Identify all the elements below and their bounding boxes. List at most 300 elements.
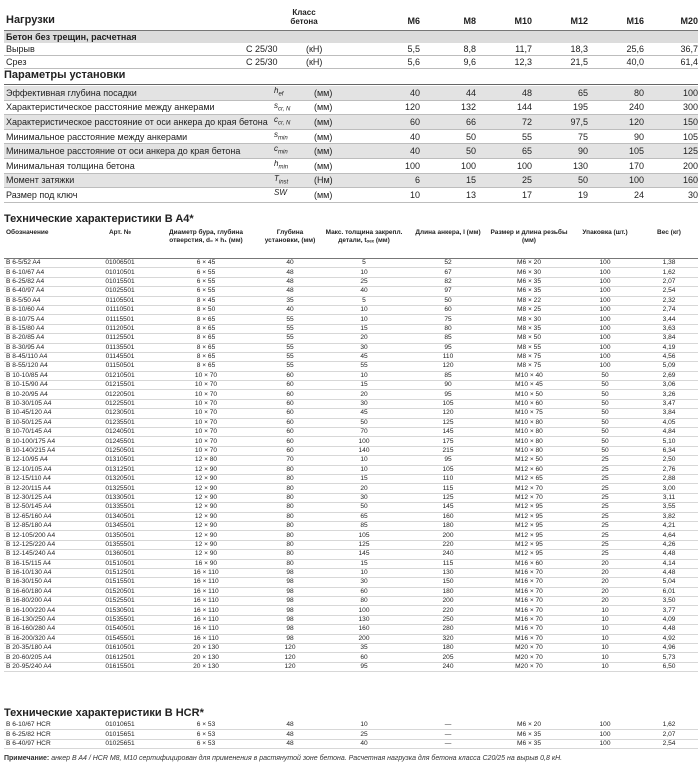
table-cell: 30 (320, 399, 408, 408)
table-row (4, 399, 698, 408)
table-cell: 01120501 (88, 324, 152, 333)
table-cell: B 12-50/145 A4 (4, 503, 88, 512)
table-cell: 20 (570, 568, 640, 577)
table-cell: 4,48 (640, 625, 698, 634)
param-value: 13 (420, 188, 476, 203)
param-value: 132 (420, 100, 476, 115)
loads-row: Вырыв C 25/30 (кН) 5,5 8,8 11,7 18,3 25,6 36,7 (6, 44, 699, 54)
table-cell: 98 (260, 615, 320, 624)
table-cell: 25 (320, 277, 408, 286)
table-cell: M16 × 70 (488, 578, 570, 587)
table-cell: M6 × 35 (488, 730, 570, 739)
table-cell: 250 (408, 615, 488, 624)
table-cell: 10 (320, 315, 408, 324)
table-cell: 100 (570, 352, 640, 361)
table-cell: 5,10 (640, 437, 698, 446)
table-cell: 60 (260, 428, 320, 437)
table-cell: 10 × 70 (152, 381, 260, 390)
table-cell: M10 × 40 (488, 371, 570, 380)
loads-title: Нагрузки (6, 14, 55, 26)
table-row (4, 296, 698, 305)
table-cell: 01006501 (88, 259, 152, 268)
param-unit: (мм) (312, 100, 364, 115)
table-cell: 6 × 45 (152, 259, 260, 268)
table-cell: 100 (570, 343, 640, 352)
table-cell: 130 (408, 568, 488, 577)
table-cell: 105 (320, 531, 408, 540)
table-cell: 60 (260, 381, 320, 390)
table-cell: 01240501 (88, 428, 152, 437)
table-row (4, 446, 698, 455)
table-cell: 3,00 (640, 484, 698, 493)
table-row (4, 615, 698, 624)
table-cell: — (408, 730, 488, 739)
table-cell: 10 (570, 625, 640, 634)
table-cell: 10 (320, 456, 408, 465)
table-cell: 3,50 (640, 597, 698, 606)
tech-column-header: Вес (кг) (640, 229, 698, 259)
param-unit: (мм) (312, 86, 364, 100)
table-cell: 48 (260, 730, 320, 739)
table-cell: 35 (320, 644, 408, 653)
table-cell: 50 (408, 296, 488, 305)
table-cell: 01340501 (88, 512, 152, 521)
table-cell: 01110501 (88, 305, 152, 314)
table-cell: M12 × 95 (488, 550, 570, 559)
table-row (4, 559, 698, 568)
table-cell: 16 × 110 (152, 634, 260, 643)
table-cell: B 10-70/145 A4 (4, 428, 88, 437)
table-cell: 50 (570, 418, 640, 427)
table-cell: 80 (260, 503, 320, 512)
table-cell: 48 (260, 268, 320, 277)
param-label: Момент затяжки (4, 173, 272, 188)
table-cell: 10 (320, 568, 408, 577)
table-cell: M16 × 70 (488, 587, 570, 596)
table-row (4, 390, 698, 399)
table-row (4, 662, 698, 671)
table-row (4, 644, 698, 653)
table-cell: M6 × 30 (488, 268, 570, 277)
table-cell: B 6-40/97 HCR (4, 739, 88, 748)
table-cell: M16 × 70 (488, 625, 570, 634)
param-unit: (мм) (312, 129, 364, 144)
table-cell: 50 (570, 428, 640, 437)
table-cell: — (408, 739, 488, 748)
table-row (4, 277, 698, 286)
param-value: 72 (476, 115, 532, 130)
table-cell: 5 (320, 296, 408, 305)
table-cell: 20 × 130 (152, 653, 260, 662)
table-cell: 3,44 (640, 315, 698, 324)
table-cell: 01545501 (88, 634, 152, 643)
table-cell: M10 × 80 (488, 446, 570, 455)
table-cell: 2,50 (640, 456, 698, 465)
divider (4, 84, 698, 85)
table-cell: — (408, 721, 488, 730)
table-cell: B 6-40/97 A4 (4, 287, 88, 296)
table-cell: 01135501 (88, 343, 152, 352)
table-cell: 01245501 (88, 437, 152, 446)
table-cell: 55 (320, 362, 408, 371)
table-cell: 01230501 (88, 409, 152, 418)
table-cell: 01335501 (88, 503, 152, 512)
table-cell: 145 (408, 503, 488, 512)
table-row (4, 456, 698, 465)
param-label: Характеристическое расстояние между анкерами (4, 100, 272, 115)
tech-column-header: Упаковка (шт.) (570, 229, 640, 259)
table-cell: M20 × 70 (488, 653, 570, 662)
table-cell: 10 (320, 268, 408, 277)
table-cell: 4,19 (640, 343, 698, 352)
param-row (4, 100, 698, 115)
table-cell: 45 (320, 409, 408, 418)
table-cell: 105 (408, 399, 488, 408)
table-cell: 95 (408, 390, 488, 399)
table-cell: 10 × 70 (152, 399, 260, 408)
table-cell: 01355501 (88, 540, 152, 549)
table-cell: 60 (320, 587, 408, 596)
table-row (4, 484, 698, 493)
table-cell: 60 (260, 399, 320, 408)
table-cell: 50 (320, 503, 408, 512)
table-cell: 6 × 53 (152, 739, 260, 748)
table-cell: 16 × 110 (152, 625, 260, 634)
table-cell: 4,56 (640, 352, 698, 361)
param-value: 66 (420, 115, 476, 130)
size-header: M16 (626, 16, 645, 26)
table-cell: M8 × 25 (488, 305, 570, 314)
table-row (4, 474, 698, 483)
table-cell: 85 (320, 521, 408, 530)
table-cell: 4,14 (640, 559, 698, 568)
table-row (4, 730, 698, 739)
param-value: 30 (644, 188, 698, 203)
table-cell: 50 (570, 446, 640, 455)
table-row (4, 568, 698, 577)
param-value: 200 (644, 158, 698, 173)
table-cell: 5,04 (640, 578, 698, 587)
table-cell: B 12-30/125 A4 (4, 493, 88, 502)
table-cell: 01025501 (88, 287, 152, 296)
table-cell: 8 × 65 (152, 334, 260, 343)
table-cell: 85 (408, 371, 488, 380)
param-value: 75 (532, 129, 588, 144)
table-cell: 25 (570, 484, 640, 493)
table-cell: 4,48 (640, 568, 698, 577)
table-row (4, 315, 698, 324)
table-cell: M6 × 35 (488, 287, 570, 296)
table-cell: 6 × 55 (152, 287, 260, 296)
param-value: 40 (364, 144, 420, 159)
param-label: Минимальное расстояние от оси анкера до края бетона (4, 144, 272, 159)
tech-column-header: Глубина установки, (мм) (260, 229, 320, 259)
table-cell: M16 × 70 (488, 568, 570, 577)
table-cell: 4,05 (640, 418, 698, 427)
table-cell: 55 (260, 324, 320, 333)
table-cell: B 8-55/120 A4 (4, 362, 88, 371)
param-unit: (мм) (312, 144, 364, 159)
table-cell: 98 (260, 587, 320, 596)
table-cell: 01105501 (88, 296, 152, 305)
table-cell: 8 × 50 (152, 305, 260, 314)
table-cell: 220 (408, 606, 488, 615)
param-value: 55 (476, 129, 532, 144)
table-cell: 20 (570, 559, 640, 568)
table-row (4, 324, 698, 333)
param-value: 150 (644, 115, 698, 130)
table-cell: 120 (408, 362, 488, 371)
table-cell: 01220501 (88, 390, 152, 399)
table-cell: 4,92 (640, 634, 698, 643)
table-cell: 2,54 (640, 739, 698, 748)
table-cell: 25 (570, 531, 640, 540)
table-cell: 125 (408, 493, 488, 502)
table-cell: 200 (408, 531, 488, 540)
table-cell: B 8-15/80 A4 (4, 324, 88, 333)
table-cell: 01525501 (88, 597, 152, 606)
table-cell: 115 (408, 484, 488, 493)
table-row (4, 437, 698, 446)
table-cell: 10 × 70 (152, 428, 260, 437)
param-label: Характеристическое расстояние от оси анкера до края бетона (4, 115, 272, 130)
table-cell: M12 × 70 (488, 484, 570, 493)
table-cell: 80 (260, 512, 320, 521)
table-cell: B 12-10/95 A4 (4, 456, 88, 465)
table-cell: 12 × 90 (152, 474, 260, 483)
table-cell: B 8-30/95 A4 (4, 343, 88, 352)
table-cell: 48 (260, 287, 320, 296)
param-value: 80 (588, 86, 644, 100)
table-cell: 145 (408, 428, 488, 437)
table-cell: 01010651 (88, 721, 152, 730)
table-cell: 20 (320, 390, 408, 399)
table-cell: 75 (408, 315, 488, 324)
loads-table (4, 0, 698, 69)
table-cell: 01330501 (88, 493, 152, 502)
table-cell: 110 (408, 474, 488, 483)
table-cell: 12 × 90 (152, 550, 260, 559)
table-cell: 100 (570, 277, 640, 286)
table-cell: 85 (408, 334, 488, 343)
param-value: 65 (476, 144, 532, 159)
table-cell: 12 × 80 (152, 456, 260, 465)
table-cell: 12 × 90 (152, 503, 260, 512)
table-cell: 25 (570, 550, 640, 559)
concrete-class-header: Класс бетона (290, 8, 318, 26)
table-cell: 60 (320, 653, 408, 662)
param-value: 130 (532, 158, 588, 173)
table-cell: 20 (320, 484, 408, 493)
table-cell: M8 × 22 (488, 296, 570, 305)
table-cell: B 6-25/82 A4 (4, 277, 88, 286)
table-cell: B 12-20/115 A4 (4, 484, 88, 493)
param-label: Эффективная глубина посадки (4, 86, 272, 100)
table-cell: B 16-15/115 A4 (4, 559, 88, 568)
table-cell: 12 × 90 (152, 540, 260, 549)
table-cell: 10 × 70 (152, 371, 260, 380)
table-cell: 100 (570, 362, 640, 371)
param-row (4, 86, 698, 100)
table-cell: 01250501 (88, 446, 152, 455)
param-value: 100 (476, 158, 532, 173)
table-cell: 45 (320, 352, 408, 361)
table-cell: 80 (260, 559, 320, 568)
param-row (4, 129, 698, 144)
table-cell: 98 (260, 606, 320, 615)
table-cell: 25 (570, 465, 640, 474)
table-cell: 150 (408, 578, 488, 587)
table-row (4, 305, 698, 314)
table-row (4, 653, 698, 662)
table-cell: B 10-140/215 A4 (4, 446, 88, 455)
table-cell: 320 (408, 634, 488, 643)
table-cell: 1,62 (640, 268, 698, 277)
param-value: 50 (420, 144, 476, 159)
table-cell: B 16-60/180 A4 (4, 587, 88, 596)
table-cell: 125 (408, 418, 488, 427)
table-cell: 01510501 (88, 559, 152, 568)
tech-column-header: Размер и длина резьбы (мм) (488, 229, 570, 259)
table-row (4, 634, 698, 643)
tech-a4-table (4, 229, 698, 672)
table-cell: 20 × 130 (152, 644, 260, 653)
table-cell: 01320501 (88, 474, 152, 483)
table-cell: B 12-145/240 A4 (4, 550, 88, 559)
param-value: 100 (420, 158, 476, 173)
table-cell: 35 (260, 296, 320, 305)
table-cell: 16 × 110 (152, 606, 260, 615)
table-cell: 01325501 (88, 484, 152, 493)
table-cell: 280 (408, 625, 488, 634)
table-cell: B 16-30/150 A4 (4, 578, 88, 587)
table-cell: 6 × 55 (152, 268, 260, 277)
table-cell: M10 × 80 (488, 428, 570, 437)
param-value: 100 (364, 158, 420, 173)
param-unit: (Нм) (312, 173, 364, 188)
table-cell: B 12-105/200 A4 (4, 531, 88, 540)
table-cell: 1,38 (640, 259, 698, 268)
table-cell: 25 (570, 474, 640, 483)
table-cell: 01615501 (88, 662, 152, 671)
table-cell: 6,01 (640, 587, 698, 596)
table-cell: 6 × 53 (152, 730, 260, 739)
tech-column-header: Диаметр бура, глубина отверстия, d₀ × h₁ (мм) (152, 229, 260, 259)
table-row (4, 531, 698, 540)
params-table (4, 86, 698, 203)
param-value: 40 (364, 129, 420, 144)
table-cell: 12 × 90 (152, 484, 260, 493)
table-cell: B 6-25/82 HCR (4, 730, 88, 739)
param-value: 105 (644, 129, 698, 144)
table-cell: B 12-85/180 A4 (4, 521, 88, 530)
table-cell: 40 (260, 259, 320, 268)
table-cell: M12 × 65 (488, 474, 570, 483)
table-cell: 100 (570, 324, 640, 333)
table-cell: 48 (260, 277, 320, 286)
table-cell: 8 × 65 (152, 352, 260, 361)
param-value: 19 (532, 188, 588, 203)
param-value: 120 (588, 115, 644, 130)
table-cell: 55 (260, 343, 320, 352)
table-cell: 01150501 (88, 362, 152, 371)
table-cell: 25 (320, 730, 408, 739)
param-row (4, 115, 698, 130)
table-cell: 3,06 (640, 381, 698, 390)
param-value: 300 (644, 100, 698, 115)
table-cell: 80 (260, 493, 320, 502)
table-cell: B 8-45/110 A4 (4, 352, 88, 361)
table-cell: 40 (320, 287, 408, 296)
table-cell: 40 (260, 305, 320, 314)
table-cell: 200 (320, 634, 408, 643)
table-cell: 10 × 70 (152, 409, 260, 418)
table-cell: 30 (320, 343, 408, 352)
table-cell: 80 (260, 521, 320, 530)
table-cell: B 12-65/160 A4 (4, 512, 88, 521)
table-cell: 10 (570, 615, 640, 624)
tech-a4-title: Технические характеристики B A4* (4, 213, 194, 225)
table-cell: 50 (570, 371, 640, 380)
table-cell: 6,34 (640, 446, 698, 455)
table-cell: 01010501 (88, 268, 152, 277)
table-cell: 12 × 90 (152, 493, 260, 502)
param-symbol: $s_{cr, N}$ (272, 100, 312, 115)
table-cell: 52 (408, 259, 488, 268)
table-cell: 98 (260, 578, 320, 587)
param-symbol: $T_{inst}$ (272, 173, 312, 188)
table-cell: B 8-20/85 A4 (4, 334, 88, 343)
table-cell: M10 × 75 (488, 409, 570, 418)
table-cell: 8 × 65 (152, 362, 260, 371)
table-cell: 2,88 (640, 474, 698, 483)
table-cell: 16 × 110 (152, 568, 260, 577)
table-cell: 70 (260, 456, 320, 465)
table-cell: 50 (570, 399, 640, 408)
table-cell: B 10-45/120 A4 (4, 409, 88, 418)
table-cell: 25 (570, 521, 640, 530)
table-cell: B 6-10/67 HCR (4, 721, 88, 730)
footnote: Примечание: анкер B A4 / HCR M8, M10 сертифицирован для применения в растянутой зоне бетона. Расчетная нагрузка для бетона класса C20/25 на вырыв 0,8 кН. (4, 755, 563, 762)
table-cell: 15 (320, 324, 408, 333)
table-cell: M20 × 70 (488, 644, 570, 653)
table-cell: 3,84 (640, 334, 698, 343)
table-cell: B 6-5/52 A4 (4, 259, 88, 268)
table-cell: 10 (570, 606, 640, 615)
table-cell: 01210501 (88, 371, 152, 380)
table-cell: 60 (260, 418, 320, 427)
table-row (4, 521, 698, 530)
table-cell: 95 (408, 456, 488, 465)
table-cell: 125 (320, 540, 408, 549)
table-cell: 60 (408, 305, 488, 314)
table-cell: B 20-95/240 A4 (4, 662, 88, 671)
table-cell: 01360501 (88, 550, 152, 559)
table-cell: 60 (260, 390, 320, 399)
table-cell: B 16-200/320 A4 (4, 634, 88, 643)
table-cell: 80 (260, 465, 320, 474)
table-cell: 110 (408, 352, 488, 361)
table-cell: 6 × 55 (152, 277, 260, 286)
table-cell: M12 × 95 (488, 521, 570, 530)
table-cell: 2,07 (640, 277, 698, 286)
table-cell: 8 × 65 (152, 324, 260, 333)
table-cell: 40 (320, 739, 408, 748)
table-cell: M16 × 60 (488, 559, 570, 568)
table-cell: 60 (260, 409, 320, 418)
table-cell: M12 × 95 (488, 531, 570, 540)
table-cell: 16 × 110 (152, 597, 260, 606)
